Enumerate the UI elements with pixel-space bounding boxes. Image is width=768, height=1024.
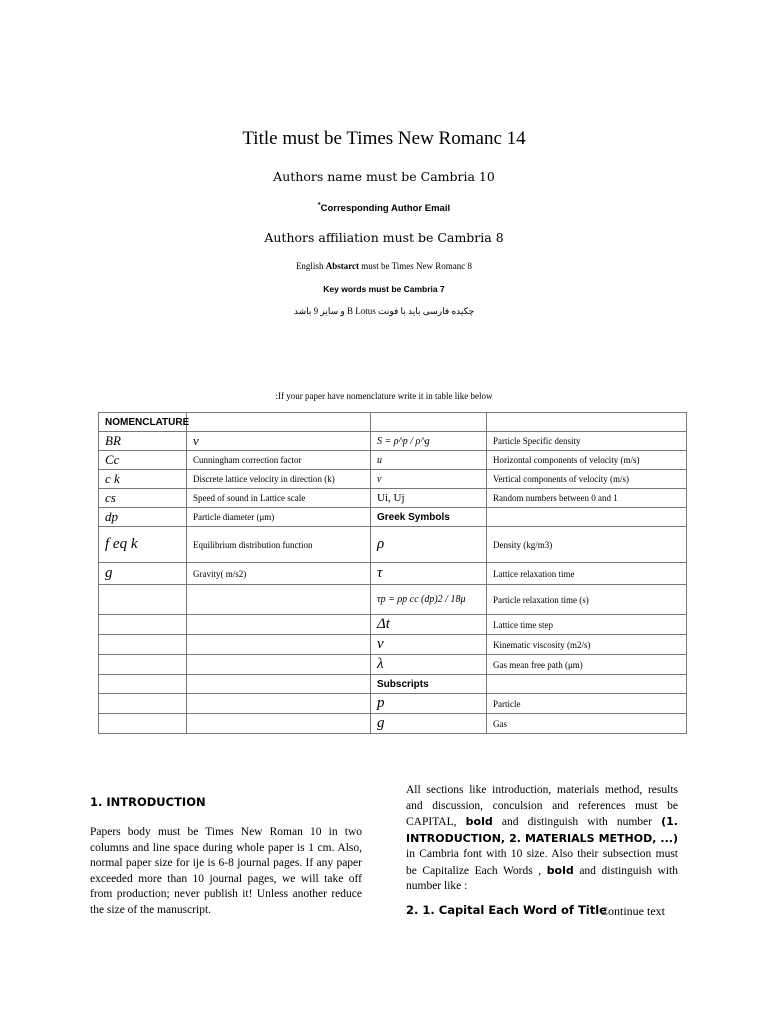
description-cell: Gas mean free path (μm): [487, 655, 687, 675]
description-cell: Density (kg/m3): [487, 527, 687, 563]
instr-text: and distinguish with number like :: [406, 864, 678, 892]
description-cell: Discrete lattice velocity in direction (k): [187, 470, 371, 489]
symbol-cell: f eq k: [99, 527, 187, 563]
description-cell: Lattice time step: [487, 615, 687, 635]
description-cell: Equilibrium distribution function: [187, 527, 371, 563]
keywords-line: Key words must be Cambria 7: [323, 284, 445, 294]
description-cell: Particle Specific density: [487, 432, 687, 451]
abstract-pre: English: [295, 261, 326, 271]
table-row: [99, 655, 687, 675]
email-mark: *: [317, 202, 321, 209]
symbol-cell: c k: [99, 470, 187, 489]
persian-abstract-note: چکیده فارسی باید با فونت B Lotus و سایز 9 باشد: [293, 306, 475, 316]
description-cell: Gravity( m/s2): [187, 563, 371, 585]
nomenclature-note: :If your paper have nomenclature write it in table like below: [275, 391, 493, 401]
description-cell: Kinematic viscosity (m2/s): [487, 635, 687, 655]
symbol-cell: u: [371, 451, 487, 470]
table-row: [99, 470, 687, 489]
subscripts-header: Subscripts: [371, 675, 487, 694]
symbol-cell: S = ρ^p / ρ^g: [371, 432, 487, 451]
abstract-post: must be Times New Romanc 8: [359, 261, 473, 271]
instr-text: and distinguish with number: [492, 816, 662, 828]
subsection-heading: 2. 1. Capital Each Word of Title: [406, 903, 607, 917]
symbol-cell: λ: [371, 655, 487, 675]
description-cell: Particle: [487, 694, 687, 714]
authors-line: Authors name must be Cambria 10: [273, 169, 495, 184]
paper-title: Title must be Times New Romanc 14: [242, 128, 526, 149]
symbol-cell: ρ: [371, 527, 487, 563]
table-row: [99, 675, 687, 694]
table-row: [99, 635, 687, 655]
symbol-cell: dp: [99, 508, 187, 527]
description-cell: Gas: [487, 714, 687, 734]
table-row: [99, 432, 687, 451]
symbol-cell: ν: [371, 635, 487, 655]
email-text: Corresponding Author Email: [320, 203, 451, 215]
table-row: [99, 694, 687, 714]
instr-bold: bold: [546, 863, 574, 877]
abstract-bold: Abstarct: [325, 261, 360, 271]
symbol-cell: BR: [99, 432, 187, 451]
symbol-cell: Δt: [371, 615, 487, 635]
symbol-cell: Ui, Uj: [371, 489, 487, 508]
formula-cell: τp = ρp cc (dp)2 / 18μ: [371, 585, 487, 615]
abstract-line: [0, 261, 768, 271]
instr-text: All sections like introduction, materials method, results and discussion, conculsion and references must be CAPITAL,: [406, 784, 678, 828]
description-cell: Cunningham correction factor: [187, 451, 371, 470]
affiliation-line: Authors affiliation must be Cambria 8: [264, 230, 504, 245]
table-row: [99, 527, 687, 563]
description-cell: Random numbers between 0 and 1: [487, 489, 687, 508]
table-row: [99, 489, 687, 508]
description-cell: Horizontal components of velocity (m/s): [487, 451, 687, 470]
instr-bold: bold: [465, 815, 493, 828]
symbol-cell: ν: [187, 432, 371, 451]
description-cell: Speed of sound in Lattice scale: [187, 489, 371, 508]
introduction-body: Papers body must be Times New Roman 10 in two columns and line space during whole paper is 1 cm. Also, normal paper size for ije is 6-8 journal pages. If any paper exceeded more than 10 journal pages, we will take off from production; never publish it! Unless another reduce the size of the manuscript.: [90, 826, 362, 916]
corresponding-email: [0, 202, 768, 214]
symbol-cell: cs: [99, 489, 187, 508]
table-row: [99, 563, 687, 585]
symbol-cell: Cc: [99, 451, 187, 470]
instr-bold: (1. INTRODUCTION, 2. MATERIALS METHOD, ...): [406, 815, 678, 845]
instr-text: in Cambria font with 10 size. Also their subsection must be Capitalize Each Words ,: [406, 848, 678, 877]
symbol-cell: p: [371, 694, 487, 714]
sections-instructions: [406, 783, 678, 895]
symbol-cell: g: [99, 563, 187, 585]
table-row: [99, 508, 687, 527]
table-row: [99, 413, 687, 432]
table-row: [99, 714, 687, 734]
description-cell: Particle diameter (μm): [187, 508, 371, 527]
description-cell: Lattice relaxation time: [487, 563, 687, 585]
table-row: [99, 585, 687, 615]
description-cell: Particle relaxation time (s): [487, 585, 687, 615]
nomenclature-table: [98, 412, 687, 734]
symbol-cell: g: [371, 714, 487, 734]
table-row: [99, 451, 687, 470]
introduction-heading: 1. INTRODUCTION: [90, 795, 206, 809]
table-row: [99, 615, 687, 635]
symbol-cell: τ: [371, 563, 487, 585]
symbol-cell: v: [371, 470, 487, 489]
subsection-text: Continue text: [600, 904, 665, 918]
table-header: NOMENCLATURE: [99, 413, 187, 432]
greek-symbols-header: Greek Symbols: [371, 508, 487, 527]
description-cell: Vertical components of velocity (m/s): [487, 470, 687, 489]
